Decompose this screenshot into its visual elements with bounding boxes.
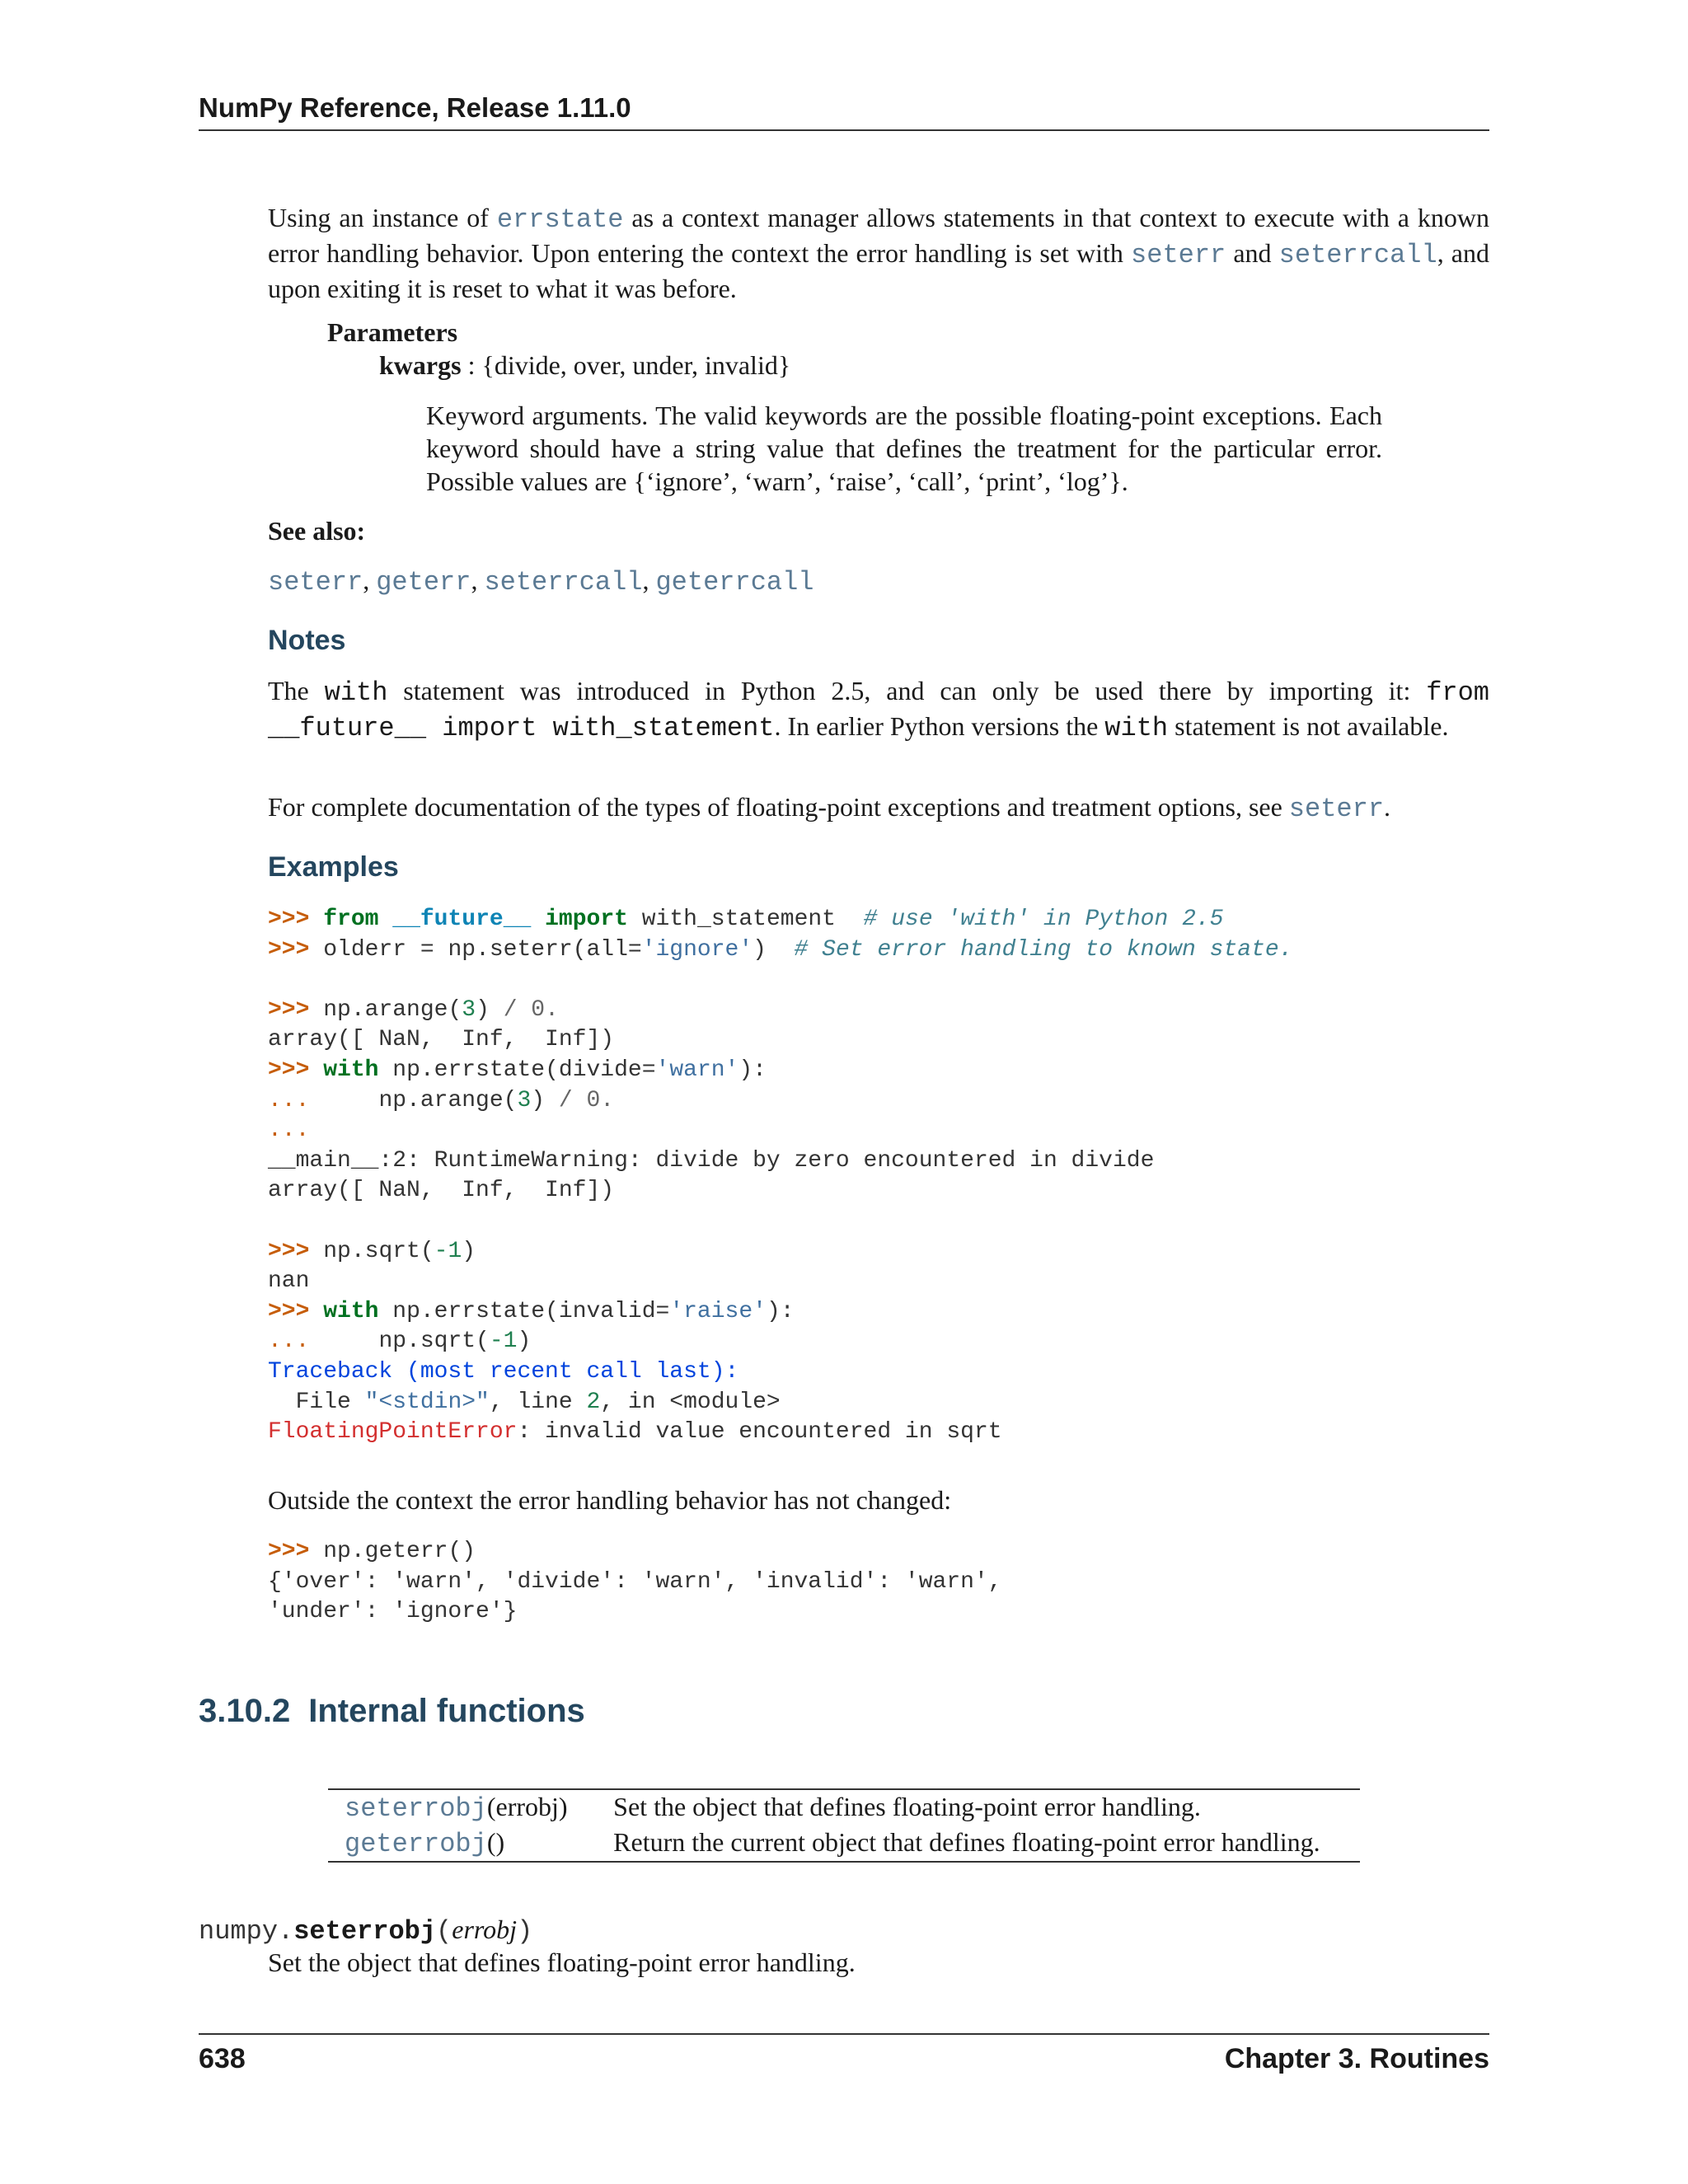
notes-paragraph-1: The with statement was introduced in Python 2.5, and can only be used there by importing it: from __future__ import with_statement. In earlier Python versions the with statement is not available. bbox=[268, 676, 1489, 743]
signature-description: Set the object that defines floating-point error handling. bbox=[268, 1947, 856, 1977]
seterr-link[interactable]: seterr bbox=[1131, 240, 1226, 270]
notes-heading: Notes bbox=[268, 625, 346, 656]
notes-seterr-link[interactable]: seterr bbox=[1288, 794, 1385, 824]
see-also-seterrcall-link[interactable]: seterrcall bbox=[484, 567, 643, 598]
header-rule bbox=[199, 129, 1489, 131]
signature-name: seterrobj bbox=[293, 1916, 437, 1947]
see-also-seterr-link[interactable]: seterr bbox=[268, 567, 363, 598]
section-number: 3.10.2 bbox=[199, 1693, 291, 1729]
page-number: 638 bbox=[199, 2043, 246, 2074]
param-name: kwargs bbox=[379, 350, 462, 380]
errstate-link[interactable]: errstate bbox=[496, 204, 624, 235]
param-type: {divide, over, under, invalid} bbox=[481, 350, 791, 380]
examples-heading: Examples bbox=[268, 851, 399, 883]
geterrobj-link[interactable]: geterrobj bbox=[345, 1829, 487, 1859]
example-code-block: >>> from __future__ import with_statement # use 'with' in Python 2.5 >>> olderr = np.seterr(all='ignore') # Set error handling to known state. >>> np.arange(3) / 0. array([ NaN, Inf, Inf]) >>> with np.errstate(divide='warn'): ... np.arange(3) / 0. ... __main__:2: RuntimeWarning: divide by zero encountered in divide array([ NaN, Inf, Inf]) >>> np.sqrt(-1) nan >>> with np.errstate(invalid='raise'): ... np.sqrt(-1) Traceback (most recent call last): File "<stdin>", line 2, in <module> FloatingPointError: invalid value encountered in sqrt bbox=[268, 907, 1293, 1446]
parameters-heading: Parameters bbox=[327, 317, 458, 347]
section-title: Internal functions bbox=[308, 1693, 585, 1729]
table-row bbox=[328, 1789, 1360, 1825]
param-kwargs: kwargs : {divide, over, under, invalid} bbox=[379, 350, 791, 380]
function-cell: seterrobj(errobj) bbox=[328, 1789, 580, 1825]
function-cell: geterrobj() bbox=[328, 1825, 580, 1862]
chapter-label: Chapter 3. Routines bbox=[1224, 2043, 1489, 2074]
table-row bbox=[328, 1825, 1360, 1862]
function-description: Return the current object that defines floating-point error handling. bbox=[580, 1825, 1360, 1862]
signature-param: errobj bbox=[452, 1915, 518, 1944]
section-heading bbox=[199, 1693, 585, 1730]
outside-context-text: Outside the context the error handling behavior has not changed: bbox=[268, 1485, 952, 1515]
seterrobj-link[interactable]: seterrobj bbox=[345, 1793, 487, 1824]
notes-paragraph-2: For complete documentation of the types of floating-point exceptions and treatment options, see seterr. bbox=[268, 792, 1391, 824]
see-also-geterrcall-link[interactable]: geterrcall bbox=[655, 567, 814, 598]
function-description: Set the object that defines floating-point error handling. bbox=[580, 1789, 1360, 1825]
see-also-list: seterr, geterr, seterrcall, geterrcall bbox=[268, 565, 814, 598]
seterrcall-link[interactable]: seterrcall bbox=[1278, 240, 1437, 270]
running-header: NumPy Reference, Release 1.11.0 bbox=[199, 92, 631, 123]
functions-table bbox=[328, 1788, 1360, 1863]
see-also-heading: See also: bbox=[268, 516, 366, 546]
geterr-code-block: >>> np.geterr() {'over': 'warn', 'divide': 'warn', 'invalid': 'warn', 'under': 'ignore'} bbox=[268, 1539, 1002, 1625]
param-description: Keyword arguments. The valid keywords are the possible floating-point exceptions. Each keyword should have a string value that defines the treatment for the particular error. Possible values are {‘ignore’, ‘warn’, ‘raise’, ‘call’, ‘print’, ‘log’}. bbox=[426, 401, 1382, 496]
intro-paragraph: Using an instance of errstate as a context manager allows statements in that context to execute with a known error handling behavior. Upon entering the context the error handling is set with seterr and seterrcall, and upon exiting it is reset to what it was before. bbox=[268, 203, 1490, 303]
function-signature: numpy.seterrobj(errobj) bbox=[199, 1915, 533, 1947]
see-also-geterr-link[interactable]: geterr bbox=[376, 567, 471, 598]
footer-rule bbox=[199, 2033, 1489, 2035]
